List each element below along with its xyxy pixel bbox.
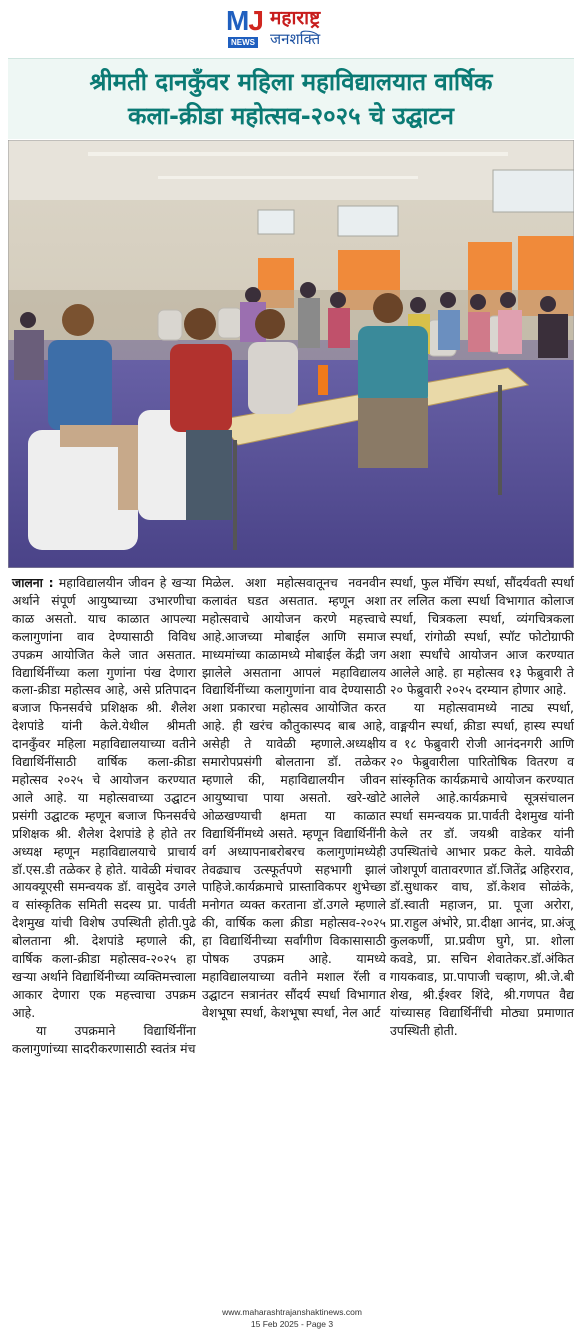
paragraph [12, 574, 196, 1022]
event-photo [8, 140, 574, 568]
page-footer [0, 1306, 584, 1330]
dateline: जालना : [12, 575, 54, 590]
paragraph: या महोत्सवामध्ये नाट्य स्पर्धा, वाङ्मयीन स्पर्धा, क्रीडा स्पर्धा, हास्य स्पर्धा व १८ फेब्रुवारी रोजी आनंदनगरी आणि २० फेब्रुवारीला पारितोषिक वितरण व सांस्कृतिक कार्यक्रमाचे आयोजन करण्यात आलेले आहे.कार्यक्रमाचे सूत्रसंचालन स्पर्धा समन्वयक प्रा.पार्वती देशमुख यांनी केले तर डॉ. जयश्री वाडेकर यांनी उपस्थितांचे आभार प्रकट केले. यावेळी जोशपूर्ण वातावरणात डॉ.जितेंद्र अहिरराव, डॉ.सुधाकर वाघ, डॉ.केशव सोळंके, डॉ.स्वाती महाजन, प्रा. पूजा अरोरा, प्रा.राहुल अंभोरे, प्रा.दीक्षा आनंद, प्रा.अंजू कुलकर्णी, प्रा.प्रवीण घुगे, प्रा. शोला कवडे, प्रा. सचिन शेवातेकर.डॉ.अंकित गायकवाड, प्रा.पापाजी चव्हाण, श्री.जे.बी शेख, श्री.ईश्वर शिंदे, श्री.गणपत वैद्य यांच्यासह विद्यार्थिनींची मोठ्या प्रमाणात उपस्थिती होती. [390, 700, 574, 1038]
article-column-3 [390, 574, 574, 1040]
headline-line-1: श्रीमती दानकुँवर महिला महाविद्यालयात वार्षिक [89, 68, 493, 96]
paragraph-text: महाविद्यालयीन जीवन हे खऱ्या अर्थाने संपूर्ण आयुष्याच्या उभारणीचा काळ असतो. याच काळात आपल्या कलागुणांना वाव देण्यासाठी विविध उपक्रम आयोजित केले जात असतात. विद्यार्थिनींच्या कला गुणांना पंख देणारा कला-क्रीडा महोत्सव आहे, असे प्रतिपादन बजाज फिनसर्वचे प्रशिक्षक श्री. शैलेश देशपांडे यांनी केले.येथील श्रीमती दानकुँवर महिला महाविद्यालयाच्या वतीने विद्यार्थिनींसाठी वार्षिक कला-क्रीडा महोत्सव २०२५ चे आयोजन करण्यात आले आहे. या महोत्सवाच्या उद्घाटन प्रसंगी उद्घाटक म्हणून बजाज फिनसर्वचे प्रशिक्षक श्री. शैलेश देशपांडे हे होते तर अध्यक्ष म्हणून महाविद्यालयाचे प्राचार्य डॉ.एस.डी तळेकर हे होते. यावेळी मंचावर आयक्यूएसी समन्वयक डॉ. वासुदेव उगले व सांस्कृतिक समिती सदस्य प्रा. पार्वती देशमुख यांची विशेष उपस्थिती होती.पुढे बोलताना श्री. देशपांडे म्हणाले की, वार्षिक कला-क्रीडा महोत्सव-२०२५ हा खऱ्या अर्थाने विद्यार्थिनीच्या व्यक्तिमत्त्वाला आकार देणारा एक महत्त्वाचा उपक्रम आहे. [12, 575, 196, 1020]
article-column-1 [12, 574, 196, 1057]
paragraph: मिळेल. अशा महोत्सवातूनच नवनवीन कलावंत घडत असतात. म्हणून अशा महोत्सवाचे आयोजन करणे महत्त्वाचे आहे.आजच्या मोबाईल आणि समाज माध्यमांच्या काळामध्ये मोबाईल केंद्री जग झालेले असताना आपलं महाविद्यालय विद्यार्थिनींच्या कलागुणांना वाव देण्यासाठी अशा प्रकारचा महोत्सव आयोजित करत आहे. ही खरंच कौतुकास्पद बाब आहे, असेही ते यावेळी म्हणाले.अध्यक्षीय समारोपप्रसंगी बोलताना डॉ. तळेकर म्हणाले की, महाविद्यालयीन जीवन आयुष्याचा पाया असतो. खरे-खोटे ओळखण्याची क्षमता या काळात विद्यार्थिनींमध्ये असते. म्हणून विद्यार्थिनींनी वर्ग अध्यापनाबरोबरच कलागुणांमध्येही तेवढ्याच उत्स्फूर्तपणे सहभागी झालं पाहिजे.कार्यक्रमाचे प्रास्ताविकपर शुभेच्छा मनोगत व्यक्त करताना डॉ.उगले म्हणाले की, वार्षिक कला क्रीडा महोत्सव-२०२५ हा विद्यार्थिनीच्या सर्वांगीण विकासासाठी पोषक उपक्रम आहे. यामध्ये महाविद्यालयाच्या वतीने मशाल रॅली व उद्घाटन सत्रानंतर सौंदर्य स्पर्धा विभागात वेशभूषा स्पर्धा, केशभूषा स्पर्धा, नेल आर्ट [202, 575, 386, 1020]
article-headline [8, 65, 574, 133]
headline-panel [8, 58, 574, 139]
publication-name: महाराष्ट्र [270, 7, 321, 29]
news-logo [226, 6, 266, 50]
footer-date-page: 15 Feb 2025 - Page 3 [250, 1319, 334, 1329]
article-body [12, 574, 574, 1284]
article-column-2 [202, 574, 386, 1022]
paragraph: या उपक्रमाने विद्यार्थिनींना कलागुणांच्या सादरीकरणासाठी स्वतंत्र मंच [12, 1022, 196, 1056]
headline-line-2: कला-क्रीडा महोत्सव-२०२५ चे उद्घाटन [128, 102, 454, 130]
footer-website: www.maharashtrajanshaktinews.com [222, 1307, 362, 1317]
logo-news-tag: NEWS [228, 37, 258, 48]
publication-subname: जनशक्ति [270, 30, 321, 48]
paragraph: स्पर्धा, फुल मॅचिंग स्पर्धा, सौंदर्यवती स्पर्धा तर ललित कला स्पर्धा विभागात कोलाज स्पर्धा, चित्रकला स्पर्धा, व्यंगचित्रकला स्पर्धा, रांगोळी स्पर्धा, स्पॉट फोटोग्राफी अशा स्पर्धांचे आयोजन आज करण्यात आलेले आहे. हा महोत्सव १३ फेब्रुवारी ते २० फेब्रुवारी २०२५ दरम्यान होणार आहे. [390, 575, 574, 698]
logo-letters: MJ [226, 5, 263, 36]
masthead [226, 6, 366, 52]
